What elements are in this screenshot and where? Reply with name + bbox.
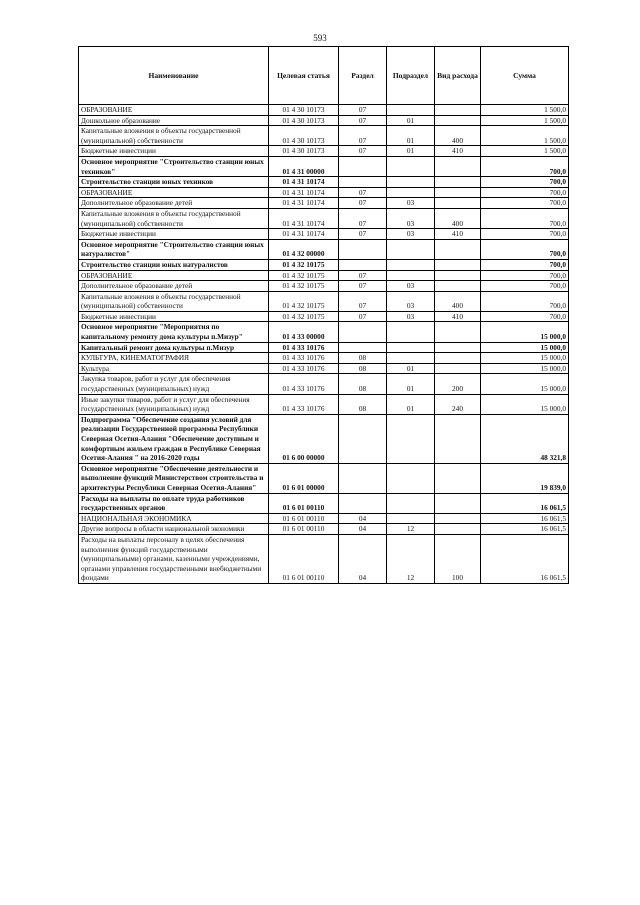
table-row xyxy=(79,281,569,292)
row-sum: 1 500,0 xyxy=(481,126,569,146)
row-code: 01 6 01 00000 xyxy=(269,463,339,493)
row-subsection xyxy=(387,414,435,463)
table-row xyxy=(79,115,569,126)
row-subsection xyxy=(387,513,435,524)
row-section xyxy=(339,177,387,188)
table-row xyxy=(79,177,569,188)
row-expense-type xyxy=(435,342,481,353)
row-subsection: 01 xyxy=(387,115,435,126)
row-sum: 700,0 xyxy=(481,177,569,188)
table-row xyxy=(79,156,569,176)
row-sum: 700,0 xyxy=(481,239,569,259)
row-subsection: 01 xyxy=(387,374,435,394)
row-sum: 700,0 xyxy=(481,208,569,228)
row-expense-type xyxy=(435,156,481,176)
row-sum: 19 839,0 xyxy=(481,463,569,493)
row-section: 08 xyxy=(339,363,387,374)
row-sum: 48 321,8 xyxy=(481,414,569,463)
row-expense-type xyxy=(435,353,481,364)
row-expense-type xyxy=(435,281,481,292)
row-sum: 16 061,5 xyxy=(481,513,569,524)
row-sum: 16 061,5 xyxy=(481,524,569,535)
row-expense-type: 400 xyxy=(435,291,481,311)
budget-table xyxy=(78,46,569,584)
row-code: 01 4 32 10175 xyxy=(269,291,339,311)
row-subsection xyxy=(387,322,435,342)
row-name: Иные закупки товаров, работ и услуг для обеспечения государственных (муниципальных) нужд xyxy=(79,394,269,414)
row-section: 07 xyxy=(339,126,387,146)
row-sum: 700,0 xyxy=(481,187,569,198)
row-subsection xyxy=(387,342,435,353)
row-sum: 16 061,5 xyxy=(481,493,569,513)
row-section: 07 xyxy=(339,146,387,157)
row-name: Другие вопросы в области национальной экономики xyxy=(79,524,269,535)
row-expense-type: 400 xyxy=(435,208,481,228)
row-name: Строительство станции юных техников xyxy=(79,177,269,188)
row-expense-type xyxy=(435,513,481,524)
row-subsection: 12 xyxy=(387,534,435,583)
table-row xyxy=(79,394,569,414)
table-row xyxy=(79,322,569,342)
row-expense-type xyxy=(435,524,481,535)
header-section: Раздел xyxy=(339,47,387,105)
row-code: 01 4 30 10173 xyxy=(269,146,339,157)
row-section: 08 xyxy=(339,374,387,394)
row-name: КУЛЬТУРА, КИНЕМАТОГРАФИЯ xyxy=(79,353,269,364)
row-code: 01 4 30 10173 xyxy=(269,115,339,126)
row-code: 01 4 33 00000 xyxy=(269,322,339,342)
row-name: Дополнительное образование детей xyxy=(79,198,269,209)
row-name: Капитальные вложения в объекты государственной (муниципальной) собственности xyxy=(79,126,269,146)
row-expense-type xyxy=(435,463,481,493)
row-name: Культура xyxy=(79,363,269,374)
row-subsection xyxy=(387,270,435,281)
row-section: 07 xyxy=(339,281,387,292)
table-row xyxy=(79,524,569,535)
row-name: Основное мероприятие "Строительство станции юных техников" xyxy=(79,156,269,176)
row-section xyxy=(339,322,387,342)
row-section xyxy=(339,259,387,270)
row-sum: 15 000,0 xyxy=(481,353,569,364)
row-code: 01 4 33 10176 xyxy=(269,394,339,414)
row-subsection xyxy=(387,156,435,176)
row-expense-type: 100 xyxy=(435,534,481,583)
row-subsection: 03 xyxy=(387,198,435,209)
row-subsection: 01 xyxy=(387,394,435,414)
row-subsection xyxy=(387,353,435,364)
row-sum: 15 000,0 xyxy=(481,394,569,414)
header-expense-type: Вид расхода xyxy=(435,47,481,105)
table-row xyxy=(79,311,569,322)
row-name: Основное мероприятие "Строительство станции юных натуралистов" xyxy=(79,239,269,259)
table-row xyxy=(79,229,569,240)
table-row xyxy=(79,239,569,259)
row-expense-type xyxy=(435,187,481,198)
row-sum: 700,0 xyxy=(481,281,569,292)
row-sum: 700,0 xyxy=(481,156,569,176)
row-name: ОБРАЗОВАНИЕ xyxy=(79,187,269,198)
table-row xyxy=(79,463,569,493)
row-subsection: 03 xyxy=(387,281,435,292)
row-name: Основное мероприятие "Обеспечение деятельности и выполнение функций Министерством строительства и архитектуры Республики Северная Осетия-Алания" xyxy=(79,463,269,493)
row-section: 07 xyxy=(339,270,387,281)
row-code: 01 4 32 10175 xyxy=(269,259,339,270)
row-expense-type: 410 xyxy=(435,311,481,322)
row-sum: 15 000,0 xyxy=(481,363,569,374)
row-code: 01 4 31 10174 xyxy=(269,177,339,188)
header-subsection: Подраздел xyxy=(387,47,435,105)
row-code: 01 4 30 10173 xyxy=(269,105,339,116)
row-expense-type xyxy=(435,177,481,188)
row-code: 01 4 33 10176 xyxy=(269,363,339,374)
row-expense-type: 200 xyxy=(435,374,481,394)
row-code: 01 6 01 00110 xyxy=(269,524,339,535)
row-code: 01 4 33 10176 xyxy=(269,353,339,364)
row-sum: 700,0 xyxy=(481,270,569,281)
row-sum: 15 000,0 xyxy=(481,342,569,353)
table-row xyxy=(79,270,569,281)
row-sum: 1 500,0 xyxy=(481,105,569,116)
row-expense-type xyxy=(435,259,481,270)
row-name: Дополнительное образование детей xyxy=(79,281,269,292)
row-section: 08 xyxy=(339,394,387,414)
row-name: Бюджетные инвестиции xyxy=(79,311,269,322)
table-row xyxy=(79,374,569,394)
row-code: 01 4 30 10173 xyxy=(269,126,339,146)
row-expense-type xyxy=(435,198,481,209)
row-code: 01 4 31 00000 xyxy=(269,156,339,176)
row-code: 01 4 33 10176 xyxy=(269,374,339,394)
row-subsection: 03 xyxy=(387,311,435,322)
row-subsection: 03 xyxy=(387,208,435,228)
row-expense-type xyxy=(435,363,481,374)
row-name: Капитальные вложения в объекты государственной (муниципальной) собственности xyxy=(79,208,269,228)
row-expense-type xyxy=(435,270,481,281)
row-subsection xyxy=(387,259,435,270)
row-section: 07 xyxy=(339,208,387,228)
row-subsection xyxy=(387,105,435,116)
table-row xyxy=(79,126,569,146)
row-code: 01 4 31 10174 xyxy=(269,229,339,240)
row-sum: 1 500,0 xyxy=(481,115,569,126)
row-subsection: 01 xyxy=(387,126,435,146)
row-sum: 16 061,5 xyxy=(481,534,569,583)
table-header-row xyxy=(79,47,569,105)
table-row xyxy=(79,342,569,353)
row-code: 01 4 31 10174 xyxy=(269,198,339,209)
row-section: 07 xyxy=(339,187,387,198)
row-section xyxy=(339,493,387,513)
page-number: 593 xyxy=(313,33,327,43)
row-expense-type: 410 xyxy=(435,229,481,240)
row-code: 01 6 00 00000 xyxy=(269,414,339,463)
row-code: 01 4 32 10175 xyxy=(269,281,339,292)
row-code: 01 4 32 10175 xyxy=(269,270,339,281)
row-subsection xyxy=(387,177,435,188)
row-expense-type xyxy=(435,414,481,463)
table-row xyxy=(79,187,569,198)
row-subsection xyxy=(387,493,435,513)
row-name: Закупка товаров, работ и услуг для обеспечения государственных (муниципальных) нужд xyxy=(79,374,269,394)
row-section: 04 xyxy=(339,513,387,524)
table-row xyxy=(79,198,569,209)
row-sum: 1 500,0 xyxy=(481,146,569,157)
table-row xyxy=(79,363,569,374)
row-sum: 700,0 xyxy=(481,198,569,209)
row-section: 07 xyxy=(339,311,387,322)
row-code: 01 4 32 10175 xyxy=(269,311,339,322)
row-code: 01 4 31 10174 xyxy=(269,187,339,198)
table-row xyxy=(79,208,569,228)
row-section xyxy=(339,156,387,176)
table-row xyxy=(79,105,569,116)
row-subsection xyxy=(387,187,435,198)
row-code: 01 6 01 00110 xyxy=(269,513,339,524)
row-section: 04 xyxy=(339,534,387,583)
row-name: Дошкольное образование xyxy=(79,115,269,126)
row-name: ОБРАЗОВАНИЕ xyxy=(79,105,269,116)
row-code: 01 4 31 10174 xyxy=(269,208,339,228)
row-subsection: 12 xyxy=(387,524,435,535)
row-expense-type: 400 xyxy=(435,126,481,146)
table-row xyxy=(79,291,569,311)
row-section xyxy=(339,463,387,493)
row-name: Капитальные вложения в объекты государственной (муниципальной) собственности xyxy=(79,291,269,311)
table-row xyxy=(79,414,569,463)
row-sum: 700,0 xyxy=(481,291,569,311)
row-name: Расходы на выплаты персоналу в целях обеспечения выполнения функций государственными (муниципальными) органами, казенными учреждениями, органами управления государственными внебюджетными фондами xyxy=(79,534,269,583)
table-body xyxy=(79,105,569,584)
table-row xyxy=(79,493,569,513)
row-name: Строительство станции юных натуралистов xyxy=(79,259,269,270)
row-expense-type: 410 xyxy=(435,146,481,157)
row-code: 01 6 01 00110 xyxy=(269,534,339,583)
row-section: 07 xyxy=(339,105,387,116)
row-section: 07 xyxy=(339,115,387,126)
row-expense-type xyxy=(435,322,481,342)
table-row xyxy=(79,534,569,583)
row-sum: 15 000,0 xyxy=(481,374,569,394)
header-target-article: Целевая статья xyxy=(269,47,339,105)
row-subsection: 01 xyxy=(387,363,435,374)
table-row xyxy=(79,146,569,157)
row-subsection xyxy=(387,463,435,493)
row-code: 01 6 01 00110 xyxy=(269,493,339,513)
row-section: 07 xyxy=(339,198,387,209)
row-sum: 15 000,0 xyxy=(481,322,569,342)
row-section: 04 xyxy=(339,524,387,535)
row-code: 01 4 32 00000 xyxy=(269,239,339,259)
row-subsection: 03 xyxy=(387,229,435,240)
row-sum: 700,0 xyxy=(481,229,569,240)
row-section xyxy=(339,414,387,463)
row-name: Основное мероприятие "Мероприятия по капитальному ремонту дома культуры п.Мизур" xyxy=(79,322,269,342)
row-code: 01 4 33 10176 xyxy=(269,342,339,353)
row-name: ОБРАЗОВАНИЕ xyxy=(79,270,269,281)
row-expense-type xyxy=(435,493,481,513)
row-subsection: 03 xyxy=(387,291,435,311)
row-section xyxy=(339,342,387,353)
header-sum: Сумма xyxy=(481,47,569,105)
row-section: 07 xyxy=(339,229,387,240)
row-name: Капитальный ремонт дома культуры п.Мизур xyxy=(79,342,269,353)
row-name: Бюджетные инвестиции xyxy=(79,229,269,240)
row-name: Бюджетные инвестиции xyxy=(79,146,269,157)
row-expense-type xyxy=(435,239,481,259)
row-section: 07 xyxy=(339,291,387,311)
row-expense-type: 240 xyxy=(435,394,481,414)
row-section: 08 xyxy=(339,353,387,364)
table-row xyxy=(79,353,569,364)
row-expense-type xyxy=(435,105,481,116)
row-subsection xyxy=(387,239,435,259)
row-sum: 700,0 xyxy=(481,259,569,270)
table-row xyxy=(79,513,569,524)
row-subsection: 01 xyxy=(387,146,435,157)
row-name: Расходы на выплаты по оплате труда работников государственных органов xyxy=(79,493,269,513)
row-expense-type xyxy=(435,115,481,126)
row-name: НАЦИОНАЛЬНАЯ ЭКОНОМИКА xyxy=(79,513,269,524)
header-name: Наименование xyxy=(79,47,269,105)
table-row xyxy=(79,259,569,270)
row-name: Подпрограмма "Обеспечение создания условий для реализации Государственной программы Республики Северная Осетия-Алания "Обеспечение доступным и комфортным жильем граждан в Республике Северная Осетия-Алания " на 2016-2020 годы xyxy=(79,414,269,463)
row-sum: 700,0 xyxy=(481,311,569,322)
row-section xyxy=(339,239,387,259)
